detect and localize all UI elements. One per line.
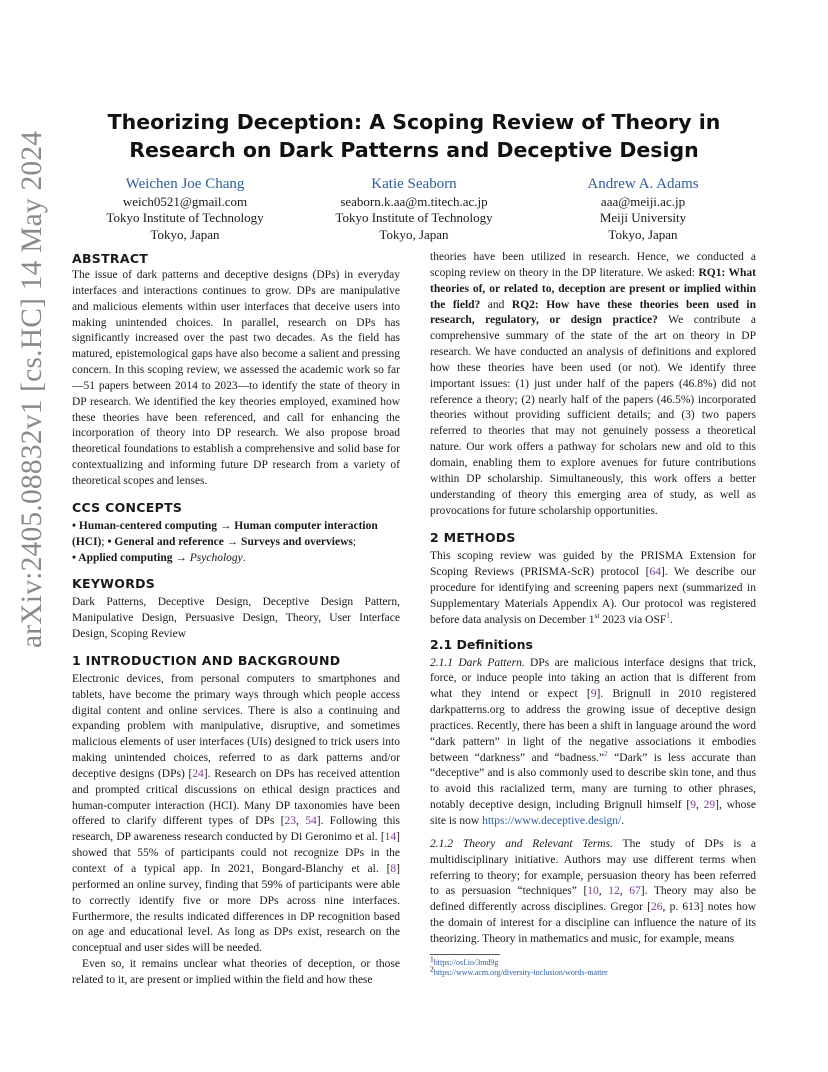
intro-paragraph-1: Electronic devices, from personal computers to smartphones and tablets, have become the primary ways through which people access digital content and online services. There is also a continuing and expanding problem with manipulative, disruptive, and sometimes malicious elements of user interfaces (UIs) designed to trick users into making unintended choices, referred to as dark patterns and/or deceptive designs (DPs) [24]. Research on DPs has received attention and prompted critical discussions on ethical design practices and human-computer interaction (HCI). Many DP taxonomies have been offered to clarify different types of DPs [23, 54]. Following this research, DP awareness research conducted by Di Geronimo et al. [14] showed that 55% of participants could not recognize DPs in the context of a typical app. In 2021, Bongard-Blanchy et al. [8] performed an online survey, finding that 59% of participants were able to correctly identify five or more DPs across nine interfaces. Furthermore, the results indicated differences in DP recognition based on age and educational level. As long as DPs exist, research on the conceptual and user sides will be needed.: [72, 672, 401, 955]
author-location: Tokyo, Japan: [379, 226, 449, 242]
author-block: [70, 175, 758, 245]
footnote-marker[interactable]: 2: [604, 748, 608, 758]
deceptive-design-link[interactable]: https://www.deceptive.design/: [482, 815, 622, 827]
citation-link[interactable]: 54: [305, 815, 317, 828]
theory-terms-paragraph: 2.1.2 Theory and Relevant Terms. The study of DPs is a multidisciplinary initiative. Authors may use different terms when referring to theory; for example, persuasion theory has been referred to as persuasion “techniques” [10, 12, 67]. Theory may also be defined differently across disciplines. Gregor [26, p. 613] notes how the domain of interest for a discipline can influence the nature of its theorizing. Theory in mathematics and music, for example, means: [430, 837, 756, 945]
footnote-2: [430, 964, 756, 979]
footnote-1: [430, 954, 756, 969]
author-name: Andrew A. Adams: [587, 176, 699, 192]
citation-link[interactable]: 26: [651, 901, 663, 914]
author-2: [299, 175, 529, 243]
citation-link[interactable]: 29: [703, 799, 716, 812]
citation-link[interactable]: 14: [384, 831, 397, 844]
keywords-text: Dark Patterns, Deceptive Design, Deceptive Design Pattern, Manipulative Design, Persuasive Design, Theory, User Interface Design, Scoping Review: [72, 596, 400, 641]
citation-link[interactable]: 9: [690, 799, 696, 812]
intro-continuation: theories have been utilized in research. Hence, we conducted a scoping review on theory in the DP literature. We asked: RQ1: What theories of, or related to, deception are present or implied within the field? and RQ2: How have these theories been used in research, regulatory, or design practice? We contribute a comprehensive summary of the state of the art on theory in DP research. We have conducted an analysis of definitions and explored how these theories have been used (or not). We identify three important issues: (1) just under half of the papers (46.8%) did not reference a theory; (2) nearly half of the papers (46.5%) incorporated theories without providing sufficient details; and (3) two papers referred to theories that may not genuinely possess a theoretical nature. Our work offers a pathway for scholars new and old to this domain, enabling them to explore avenues for future contributions within DP scholarship. Simultaneously, this work offers a better understanding of theory this emerging area of study, as well as provocations for future scholarship opportunities.: [430, 251, 756, 517]
citation-link[interactable]: 12: [608, 885, 620, 898]
ccs-sep: ;: [101, 535, 108, 548]
author-name: Weichen Joe Chang: [125, 176, 245, 192]
subsection-label: 2.1.1 Dark Pattern.: [430, 656, 525, 669]
abstract-text: The issue of dark patterns and deceptive designs (DPs) in everyday interfaces and interactions continues to grow. DPs are manipulative and malicious elements within user interfaces that deceive users into making unintended choices. In parallel, research on DPs has significantly increased over the past two decades. As the field has matured, epistemological gaps have also become a salient and pressing concern. In this scoping review, we assessed the academic work so far—51 papers between 2014 to 2023—to identify the state of theory in DP research. We identified the key theories employed, examined how these theories have been referenced, and call for enhancing the incorporation of theory into DP research. We also propose broad theoretical foundations to establish a comprehensive and solid base for contextualizing and informing future DP research from a variety of theoretical scopes and lenses.: [72, 269, 400, 487]
ccs-end: .: [242, 551, 246, 564]
citation-link[interactable]: 64: [649, 566, 661, 579]
ccs-item-3-topic: Psychology: [189, 551, 243, 564]
footnote-number: 1: [430, 954, 434, 964]
right-column: [430, 250, 756, 979]
citation-link[interactable]: 24: [192, 767, 204, 780]
arxiv-identifier: arXiv:2405.08832v1 [cs.HC] 14 May 2024: [16, 130, 48, 648]
dark-pattern-paragraph: 2.1.1 Dark Pattern. DPs are malicious interface designs that trick, force, or induce people into taking an action that is different from what they intend or expect [9]. Brignull in 2010 registered darkpatterns.org to address the growing issue of deceptive design practices. Recently, there has been a shift in language around the word “dark pattern” in light of the negative associations it embodies between “darkness” and “badness.”$^2$ “Dark” is less accurate than “deceptive” and is also commonly used to describe skin tone, and thus to avoid this racialized term, many are turning to other phrases, notably deceptive design, including Brignull himself [9, 29], whose site is now https://www.deceptive.design/.: [430, 656, 756, 827]
author-email: seaborn.k.aa@m.titech.ac.jp: [340, 194, 488, 209]
ccs-sep: ;: [352, 535, 357, 548]
author-3: [528, 175, 758, 243]
ccs-concepts: [72, 519, 400, 567]
methods-paragraph: This scoping review was guided by the PRISMA Extension for Scoping Reviews (PRISMA-ScR) protocol [64]. We describe our procedure for identifying and screening papers next (summarized in Supplementary Materials Appendix A). Our protocol was registered before data analysis on December 1st 2023 via OSF$^1$.: [430, 550, 756, 626]
paper-title: Theorizing Deception: A Scoping Review of Theory in Research on Dark Patterns and Deceptive Design: [107, 110, 721, 162]
intro-paragraph-2: Even so, it remains unclear what theories of deception, or those related to it, are present or implied within the field and how these: [72, 958, 400, 986]
ccs-item-3: • Applied computing →: [72, 551, 190, 564]
citation-link[interactable]: 23: [284, 815, 297, 828]
citation-link[interactable]: 9: [590, 688, 597, 701]
citation-link[interactable]: 10: [587, 885, 599, 898]
acm-link[interactable]: https://www.acm.org/diversity-inclusion/words-matter: [433, 968, 608, 978]
superscript: st: [594, 610, 600, 620]
definitions-heading: 2.1 Definitions: [430, 636, 533, 652]
author-affiliation: Tokyo Institute of Technology: [335, 210, 493, 226]
author-affiliation: Meiji University: [599, 210, 687, 226]
author-email: aaa@meiji.ac.jp: [600, 194, 686, 209]
intro-heading: 1 INTRODUCTION AND BACKGROUND: [72, 652, 341, 668]
author-affiliation: Tokyo Institute of Technology: [106, 210, 264, 226]
arxiv-sidebar: [14, 130, 50, 648]
author-location: Tokyo, Japan: [608, 226, 678, 242]
citation-link[interactable]: 67: [629, 885, 641, 898]
footnote-number: 2: [430, 964, 434, 974]
research-question-1: RQ1: What theories of, or related to, deception are present or implied within the field?: [430, 266, 756, 311]
ccs-item-1: • Human-centered computing → Human computer interaction (HCI): [72, 519, 378, 548]
author-1: [70, 175, 300, 243]
osf-link[interactable]: https://osf.io/3md9g: [433, 957, 499, 967]
author-name: Katie Seaborn: [371, 176, 457, 192]
keywords-heading: KEYWORDS: [72, 576, 156, 592]
author-email: weich0521@gmail.com: [122, 194, 248, 209]
footnote-marker[interactable]: 1: [666, 610, 670, 620]
left-column: [72, 250, 400, 989]
ccs-item-2: • General and reference → Surveys and overviews: [107, 535, 353, 548]
subsection-label: 2.1.2 Theory and Relevant Terms.: [430, 837, 613, 850]
ccs-heading: CCS CONCEPTS: [72, 499, 183, 515]
methods-heading: 2 METHODS: [430, 530, 516, 546]
research-question-2: RQ2: How have these theories been used in research, regulatory, or design practice?: [430, 298, 756, 327]
citation-link[interactable]: 8: [390, 863, 397, 875]
author-location: Tokyo, Japan: [150, 226, 220, 242]
abstract-heading: ABSTRACT: [72, 251, 149, 266]
